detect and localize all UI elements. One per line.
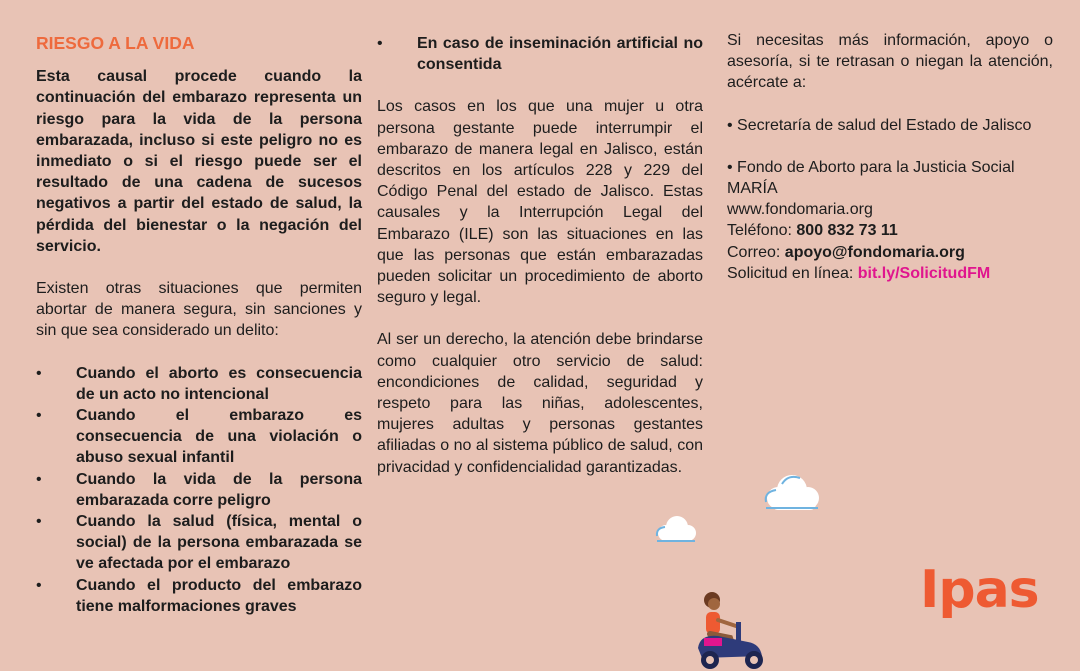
website-link[interactable]: www.fondomaria.org [727, 201, 873, 219]
list-item: • Cuando el embarazo es consecuencia de una violación o abuso sexual infantil [36, 405, 362, 469]
scooter-rider-illustration [690, 590, 774, 671]
column-legal-info [377, 30, 703, 478]
list-item: • Cuando la vida de la persona embarazada corre peligro [36, 469, 362, 511]
list-item: • Cuando el aborto es consecuencia de un acto no intencional [36, 363, 362, 405]
phone-line [727, 220, 1053, 241]
column-contact [727, 30, 1053, 284]
cloud-icon [758, 470, 826, 514]
continued-list [377, 33, 703, 75]
email-address[interactable]: apoyo@fondomaria.org [784, 243, 965, 261]
contact-intro: Si necesitas más información, apoyo o asesoría, si te retrasan o niegan la atención, acércate a: [727, 32, 1053, 92]
column-riesgo-vida [36, 30, 362, 617]
list-item: • Cuando el producto del embarazo tiene malformaciones graves [36, 575, 362, 617]
online-request-link[interactable]: bit.ly/SolicitudFM [857, 264, 991, 282]
right-paragraph: Al ser un derecho, la atención debe brindarse como cualquier otro servicio de salud: encondiciones de calidad, seguridad y respeto para las niñas, adolescentes, mujeres adultas y personas gestantes afiliadas o no al sistema público de salud, con privacidad y confidencialidad garantizadas. [377, 331, 703, 476]
list-item: • Cuando la salud (física, mental o social) de la persona embarazada se ve afectada por el embarazo [36, 511, 362, 575]
contact-item-fondo: • Fondo de Aborto para la Justicia Social MARÍA [727, 158, 1015, 198]
situations-list [36, 363, 362, 617]
ipas-logo: Ipas [920, 560, 1039, 620]
intro-paragraph: Esta causal procede cuando la continuación del embarazo representa un riesgo para la vida de la persona embarazada, incluso si este peligro no es inmediato o si el riesgo puede ser el resultado de una cadena de sucesos negativos a partir del estado de salud, la pérdida del bienestar o la negación del servicio. [36, 68, 362, 255]
email-label: Correo: [727, 243, 785, 261]
contact-item-secretaria: • Secretaría de salud del Estado de Jalisco [727, 116, 1032, 134]
email-line [727, 242, 1053, 263]
list-item: • En caso de inseminación artificial no consentida [377, 33, 703, 75]
online-request-line [727, 263, 1053, 284]
online-label: Solicitud en línea: [727, 264, 858, 282]
phone-number[interactable]: 800 832 73 11 [796, 222, 898, 240]
cloud-icon [651, 514, 701, 544]
legal-cases-paragraph: Los casos en los que una mujer u otra persona gestante puede interrumpir el embarazo de manera legal en Jalisco, están descritos en los artículos 228 y 229 del Código Penal del estado de Jalisco. Estas causales y la Interrupción Legal del Embarazo (ILE) son las situaciones en las que las personas que están embarazadas pueden solicitar un procedimiento de aborto seguro y legal. [377, 98, 703, 307]
phone-label: Teléfono: [727, 222, 797, 240]
section-heading: RIESGO A LA VIDA [36, 33, 195, 53]
other-situations-paragraph: Existen otras situaciones que permiten abortar de manera segura, sin sanciones y sin que sea considerado un delito: [36, 280, 362, 340]
